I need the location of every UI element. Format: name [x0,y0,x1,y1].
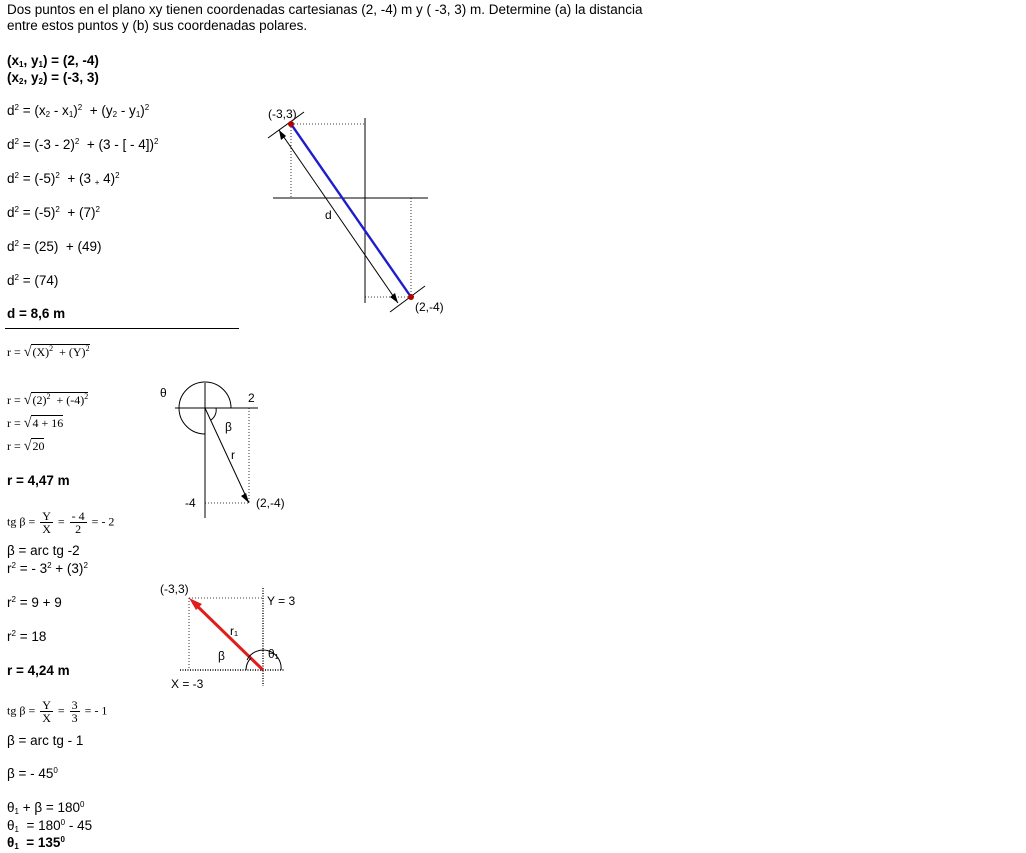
r2-sum: $r^2 = 9 + 9$ [7,595,62,610]
d3-label-y: Y = 3 [267,594,296,608]
theta-calc: $\theta_1 = 180^0 - 45$ [7,818,93,834]
distance-diagram [260,100,460,320]
distance-step-3: $d^2 = (-5)^2 + (3$ $_+$ 4)$^2$ [7,171,120,187]
r-sum: r = √4 + 16 [7,416,64,431]
distance-step-6: $d^2 = (74)$ [7,273,59,288]
problem-line-1 [7,2,643,17]
theta-result: $\theta_1 = 135^0$ [7,835,65,851]
section-divider [5,328,239,329]
d1-point-1 [408,294,414,300]
distance-formula: $d^2 = (x_2 - x_1)^2 + (y_2 - y_1)^2$ [7,103,150,119]
d1-arrowhead-bottom [390,293,398,303]
d1-label-p1: (2,-4) [415,300,444,314]
d2-label-2: 2 [248,391,255,405]
d1-dimension-line [279,130,398,303]
r2-equation: $r^2$ = - $3^2 + (3)^2$ [7,561,88,576]
d3-label-x: X = -3 [171,677,204,691]
r-sqrt: r = √20 [7,439,45,454]
d1-label-d: d [325,208,332,222]
d1-label-p2: (-3,3) [268,107,297,121]
d2-label-r: r [231,448,235,462]
r2-value: $r^2 = 18$ [7,629,47,644]
d3-label-theta1: θ₁ [268,647,279,661]
point-1-coords: ($x_1$, $y_1) = (2$, -4) [7,53,99,69]
problem-line-2: entre estos puntos y (b) sus coordenadas polares. [7,18,308,33]
polar-diagram-1 [155,375,295,525]
tg-beta-2: tg β = $\frac{Y}{X}$ = $\frac{3}{3}$ = - 1 [7,698,108,725]
d3-label-beta: β [218,649,225,663]
d3-label-point: (-3,3) [160,582,189,596]
r-result-2: r = 4,24 m [7,663,70,678]
distance-substitution: $d^2 = (-3 - 2)^2 + (3$ - [ - 4])$^2$ [7,137,159,152]
problem-line-1-text: Dos puntos en el plano xy tienen coordenadas cartesianas (2, -4) m y ( -3, 3) m. Determine (a) la distancia [7,2,643,17]
d2-label-beta: β [225,420,232,434]
d3-r1-line [193,602,263,670]
beta-1: β = arc tg -2 [7,543,80,558]
d1-segment [291,124,411,297]
beta-value: β = - $45^0$ [7,766,58,781]
point-2-coords: ($x_2$, $y_2) = (-3$, 3) [7,70,99,86]
d2-arrowhead [241,493,249,503]
d2-label-theta: θ [160,386,167,400]
distance-result: d = 8,6 m [7,306,66,321]
r-substitution: $r = √(2)^2 + (-4)^2$ [7,392,89,408]
distance-step-5: $d^2 = (25) + (49)$ [7,239,102,254]
d2-beta-arc [211,408,216,420]
d1-point-2 [288,121,294,127]
d3-label-r1: r₁ [230,624,239,638]
distance-step-4: $d^2 = (-5)^2 + (7)^2$ [7,205,100,220]
r-formula: $r = √(X)^2 + (Y)^2$ [7,344,90,360]
theta-sum: $\theta_1 + \beta = 180^0$ [7,800,85,816]
beta-2: β = arc tg - 1 [7,733,84,748]
tg-beta-1: tg β = $\frac{Y}{X}$ = $\frac{- 4}{2}$ = - 2 [7,509,115,536]
polar-diagram-2 [155,578,315,693]
r-result-1: r = 4,47 m [7,473,70,488]
d2-label-point: (2,-4) [256,496,285,510]
d2-label-neg4: -4 [185,496,196,510]
